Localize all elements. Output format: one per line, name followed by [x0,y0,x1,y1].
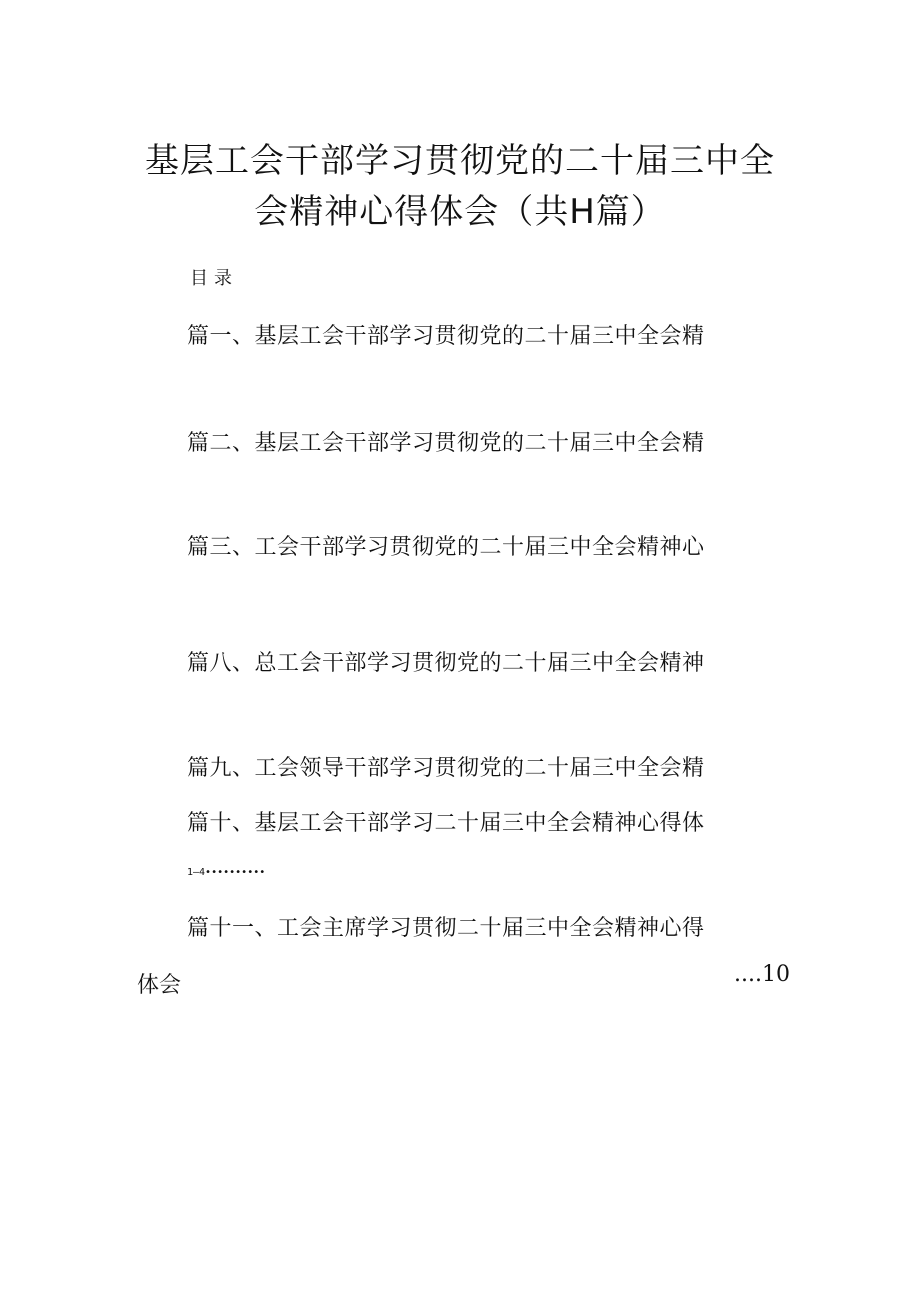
toc-item[interactable]: 篇二、基层工会干部学习贯彻党的二十届三中全会精 [187,431,705,456]
toc-item[interactable]: 篇十一、工会主席学习贯彻二十届三中全会精神心得 [187,916,705,941]
document-title-line-2: 会精神心得体会（共H篇） [254,192,666,232]
toc-item[interactable]: 篇八、总工会干部学习贯彻党的二十届三中全会精神 [187,651,705,676]
toc-item[interactable]: 篇一、基层工会干部学习贯彻党的二十届三中全会精 [187,324,705,349]
toc-item[interactable]: 篇十、基层工会干部学习二十届三中全会精神心得体 [187,811,705,836]
toc-page-number: ....10 [734,962,790,987]
toc-heading: 目录 [190,268,238,289]
toc-item[interactable]: 篇三、工会干部学习贯彻党的二十届三中全会精神心 [187,535,705,560]
document-title-line-1: 基层工会干部学习贯彻党的二十届三中全 [145,141,775,181]
toc-item[interactable]: 篇九、工会领导干部学习贯彻党的二十届三中全会精 [187,756,705,781]
toc-leader-page-range: 1—4•••••••••• [187,867,266,878]
toc-item-continuation: 体会 [137,973,182,998]
